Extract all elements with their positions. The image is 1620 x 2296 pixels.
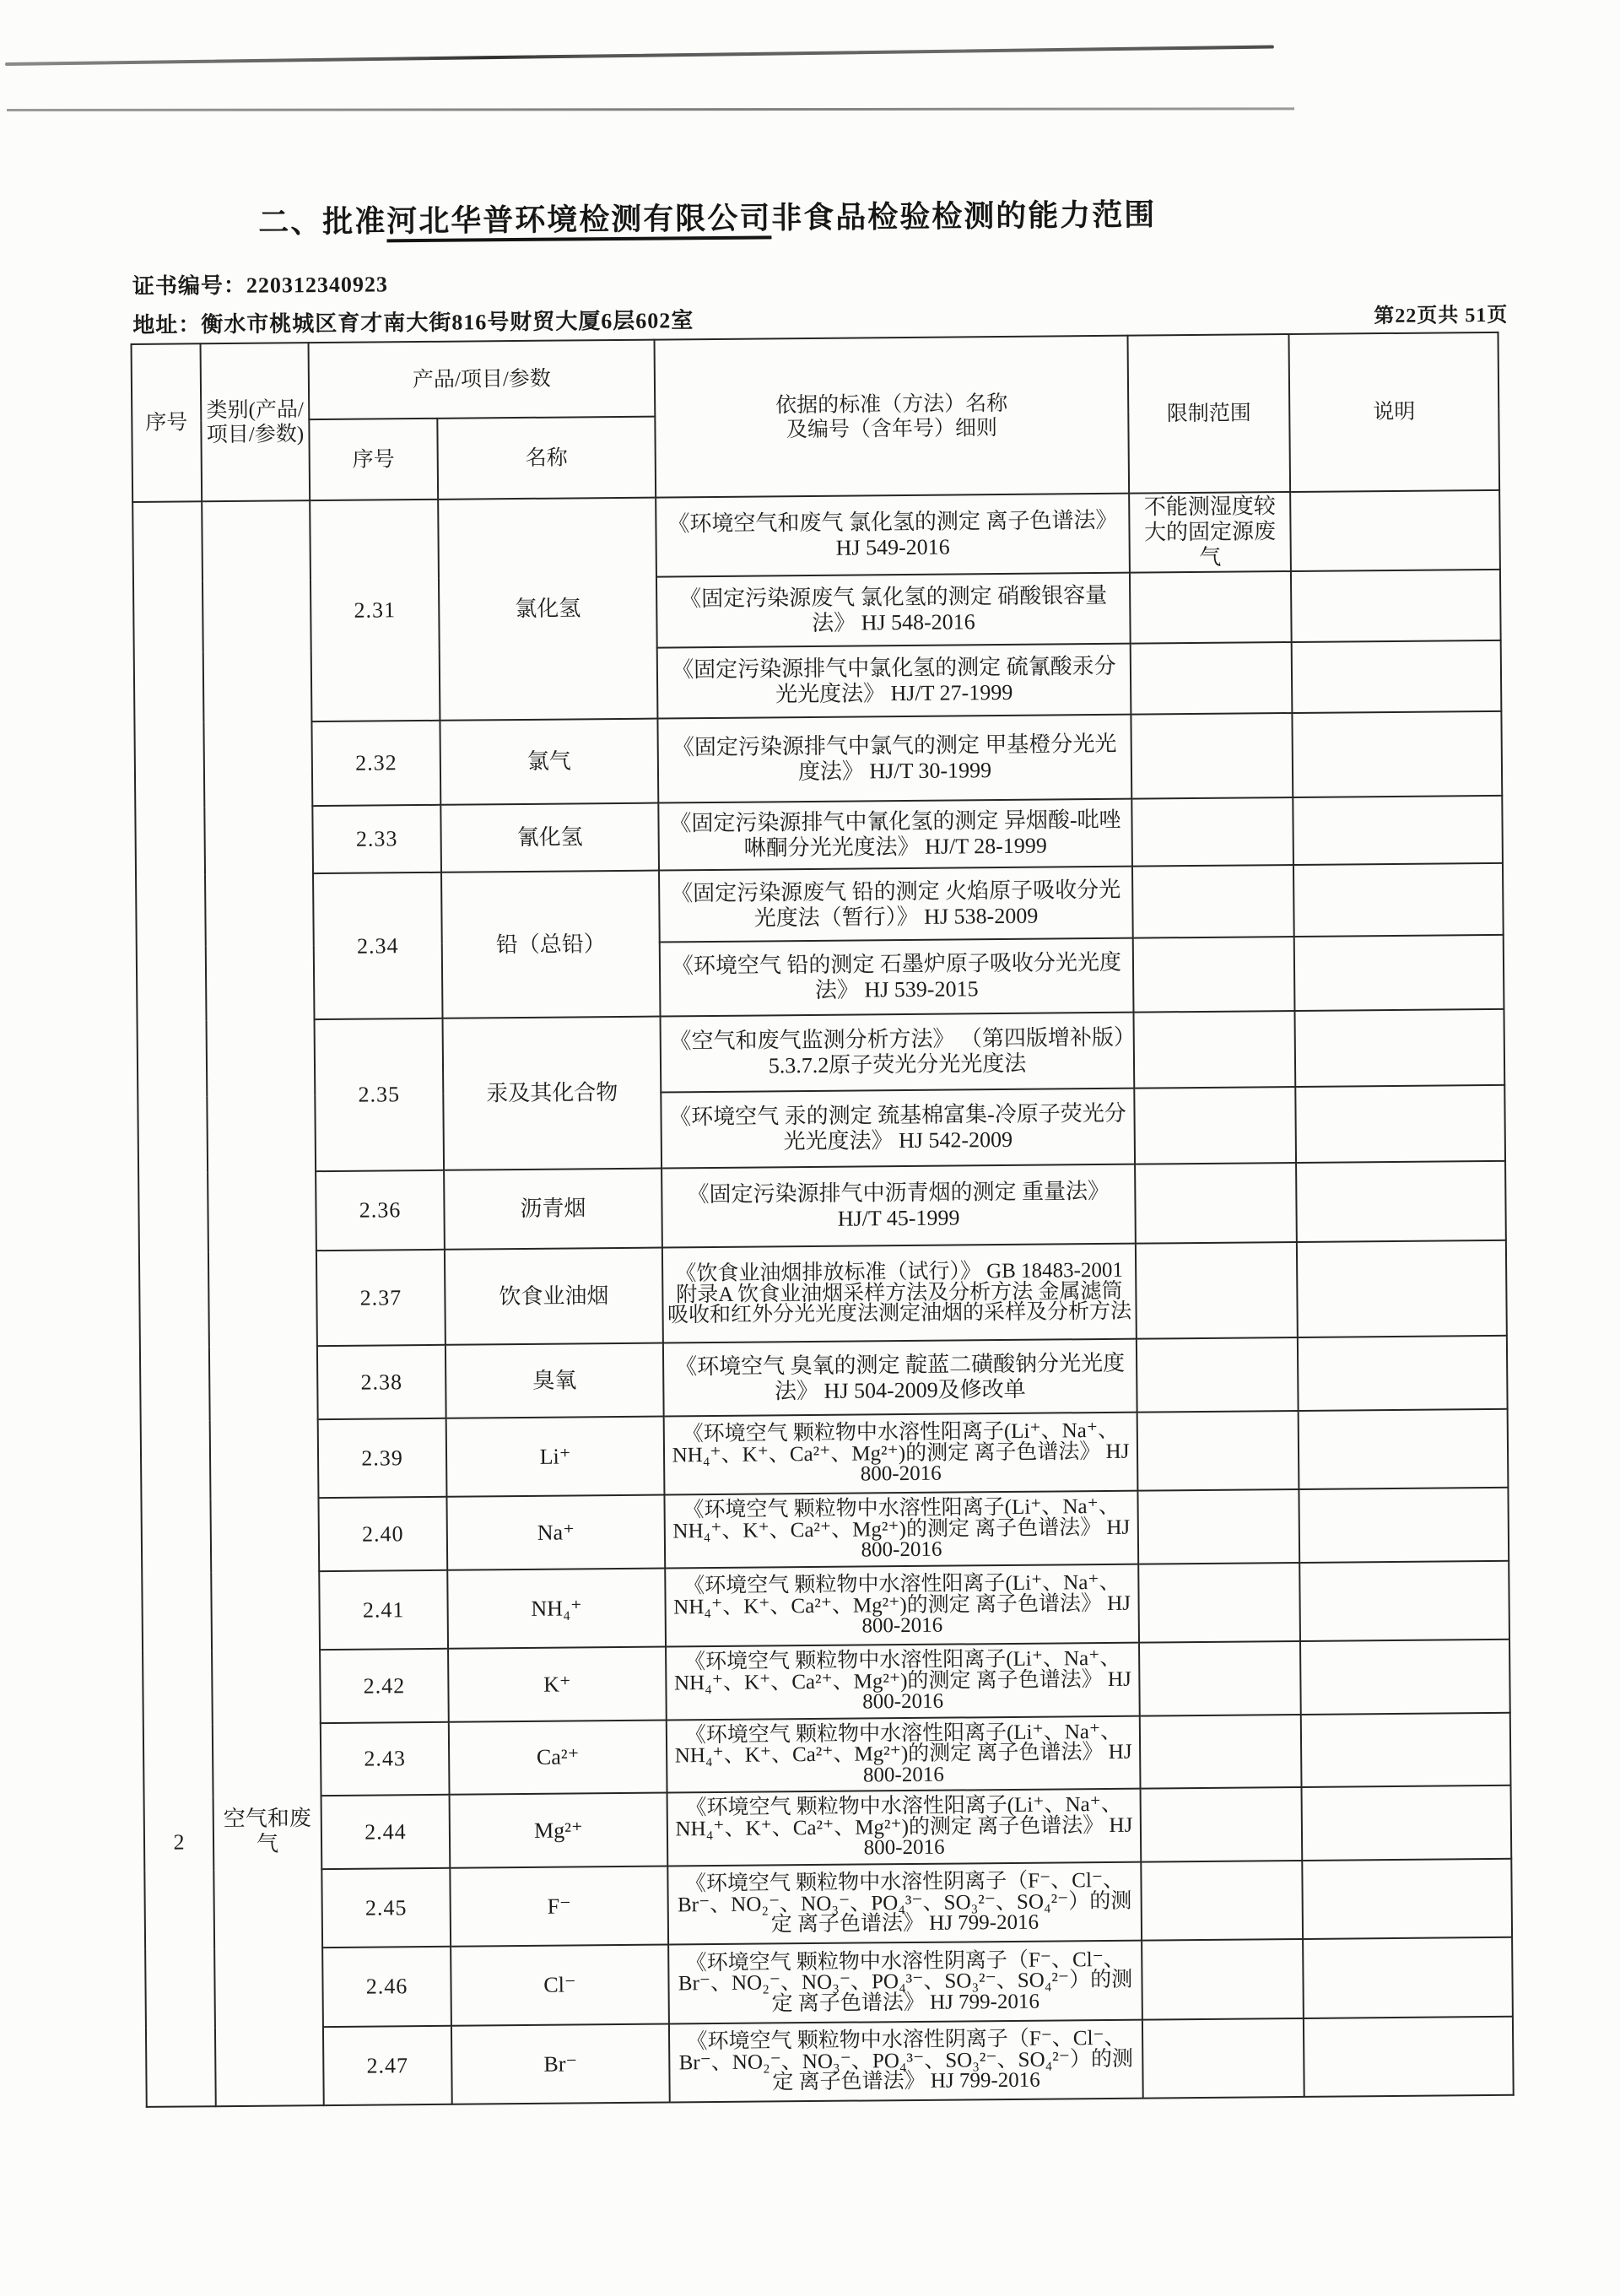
note-cell — [1291, 570, 1501, 642]
item-no: 2.32 — [311, 721, 440, 806]
item-name: 汞及其化合物 — [443, 1017, 662, 1170]
category-name: 空气和废气 — [223, 1806, 311, 1857]
restriction-cell — [1140, 1715, 1302, 1789]
restriction-cell — [1131, 797, 1293, 867]
table-row — [143, 1640, 1510, 1725]
restriction-cell — [1142, 2018, 1304, 2099]
item-name: 氯化氢 — [438, 498, 657, 721]
standard-cell: 《环境空气 颗粒物中水溶性阳离子(Li⁺、Na⁺、NH₄⁺、K⁺、Ca²⁺、Mg²⁺)的测定 离子色谱法》 HJ 800-2016 — [664, 1491, 1138, 1569]
item-name: F⁻ — [450, 1867, 668, 1947]
restriction-cell — [1134, 1087, 1296, 1164]
restriction-cell — [1130, 571, 1292, 644]
standard-cell: 《环境空气 汞的测定 巯基棉富集-冷原子荧光分光光度法》 HJ 542-2009 — [661, 1089, 1135, 1169]
item-no: 2.34 — [313, 872, 443, 1019]
title-prefix: 二、批准 — [258, 204, 387, 240]
note-cell — [1301, 1713, 1511, 1787]
restriction-cell — [1141, 1861, 1303, 1941]
standard-cell: 《环境空气 颗粒物中水溶性阳离子(Li⁺、Na⁺、NH₄⁺、K⁺、Ca²⁺、Mg²⁺)的测定 离子色谱法》 HJ 800-2016 — [667, 1789, 1142, 1867]
standard-cell: 《环境空气 铅的测定 石墨炉原子吸收分光光度法》 HJ 539-2015 — [660, 938, 1134, 1017]
standard-cell: 《固定污染源排气中氰化氢的测定 异烟酸-吡唑啉酮分光光度法》 HJ/T 28-1999 — [658, 799, 1132, 871]
item-name: Mg²⁺ — [450, 1793, 668, 1868]
restriction-cell — [1141, 1787, 1303, 1862]
item-no: 2.41 — [319, 1570, 448, 1650]
restriction-cell — [1142, 1939, 1304, 2020]
standard-cell: 《固定污染源废气 铅的测定 火焰原子吸收分光光度法（暂行）》 HJ 538-2009 — [659, 867, 1133, 943]
restriction-cell — [1133, 937, 1295, 1013]
item-no: 2.35 — [315, 1018, 445, 1171]
table-row — [139, 1240, 1507, 1348]
note-cell — [1299, 1488, 1509, 1563]
item-no: 2.47 — [323, 2026, 452, 2105]
restriction-cell — [1138, 1563, 1300, 1643]
restriction-cell — [1137, 1489, 1299, 1564]
table-row — [138, 1009, 1505, 1097]
item-no: 2.46 — [322, 1947, 451, 2027]
item-no: 2.33 — [312, 805, 441, 873]
table-row — [135, 796, 1503, 875]
header-sub-seq: 序号 — [309, 419, 438, 500]
item-no: 2.36 — [316, 1170, 445, 1251]
item-no: 2.37 — [316, 1250, 446, 1346]
title-suffix: 非食品检验检测的能力范围 — [771, 197, 1157, 235]
capability-table — [131, 332, 1515, 2109]
restriction-cell — [1137, 1411, 1299, 1491]
restriction-cell — [1133, 1011, 1295, 1089]
header-note: 说明 — [1288, 332, 1499, 492]
note-cell — [1293, 796, 1503, 865]
note-cell — [1294, 1009, 1504, 1087]
item-name: K⁺ — [448, 1647, 667, 1722]
restriction-cell — [1137, 1337, 1299, 1413]
page-title — [0, 189, 1420, 245]
table-row — [141, 1409, 1509, 1499]
item-no: 2.40 — [318, 1497, 447, 1571]
note-cell — [1298, 1336, 1508, 1411]
note-cell — [1292, 640, 1502, 713]
header-standard: 依据的标准（方法）名称 及编号（含年号）细则 — [655, 336, 1130, 498]
standard-cell: 《固定污染源废气 氯化氢的测定 硝酸银容量法》 HJ 548-2016 — [656, 573, 1131, 648]
table-row — [144, 1859, 1512, 1949]
note-cell — [1299, 1561, 1509, 1641]
note-cell — [1303, 1937, 1513, 2018]
item-no: 2.38 — [317, 1345, 446, 1419]
standard-cell: 《固定污染源排气中氯气的测定 甲基橙分光光度法》 HJ/T 30-1999 — [657, 715, 1131, 803]
header-product: 产品/项目/参数 — [309, 340, 656, 420]
item-no: 2.42 — [320, 1649, 449, 1723]
item-no: 2.45 — [321, 1868, 451, 1948]
standard-cell: 《环境空气和废气 氯化氢的测定 离子色谱法》 HJ 549-2016 — [656, 494, 1130, 577]
note-cell — [1292, 711, 1502, 797]
table-row — [134, 711, 1502, 808]
restriction-cell: 不能测湿度较大的固定源废气 — [1129, 492, 1291, 573]
page-number-info: 第22页共 51页 — [1374, 304, 1509, 328]
note-cell — [1300, 1640, 1510, 1715]
item-name: 臭氧 — [446, 1343, 664, 1418]
table-header-row-1 — [132, 332, 1499, 421]
category-seq: 2 — [173, 1829, 185, 1855]
standard-cell: 《环境空气 颗粒物中水溶性阴离子（F⁻、Cl⁻、Br⁻、NO₂⁻、NO₃⁻、PO₄³⁻、SO₃²⁻、SO₄²⁻）的测定 离子色谱法》 HJ 799-2016 — [669, 2020, 1143, 2103]
standard-cell: 《环境空气 臭氧的测定 靛蓝二磺酸钠分光光度法》 HJ 504-2009及修改单 — [663, 1339, 1137, 1417]
table-row — [141, 1488, 1509, 1573]
item-name: 饮食业油烟 — [445, 1248, 663, 1345]
note-cell — [1296, 1161, 1506, 1242]
restriction-cell — [1131, 642, 1293, 715]
standard-cell: 《饮食业油烟排放标准（试行）》 GB 18483-2001 附录A 饮食业油烟采样方法及分析方法 金属滤筒吸收和红外分光光度法测定油烟的采样及分析方法 — [662, 1244, 1137, 1343]
table-row — [142, 1561, 1509, 1651]
standard-cell: 《环境空气 颗粒物中水溶性阳离子(Li⁺、Na⁺、NH₄⁺、K⁺、Ca²⁺、Mg²⁺)的测定 离子色谱法》 HJ 800-2016 — [665, 1564, 1139, 1647]
restriction-cell — [1139, 1641, 1301, 1716]
item-no: 2.31 — [310, 500, 440, 722]
standard-cell: 《固定污染源排气中氯化氢的测定 硫氰酸汞分光光度法》 HJ/T 27-1999 — [657, 644, 1131, 719]
restriction-cell — [1131, 713, 1293, 799]
category-name-cell — [202, 500, 324, 2107]
table-row — [143, 1713, 1511, 1797]
restriction-cell — [1136, 1242, 1298, 1339]
item-name: 氯气 — [440, 719, 658, 805]
table-row — [132, 490, 1500, 582]
item-name: 沥青烟 — [444, 1169, 662, 1250]
table-row — [145, 1937, 1513, 2029]
standard-cell: 《环境空气 颗粒物中水溶性阴离子（F⁻、Cl⁻、Br⁻、NO₂⁻、NO₃⁻、PO₄³⁻、SO₃²⁻、SO₄²⁻）的测定 离子色谱法》 HJ 799-2016 — [668, 1941, 1142, 2024]
note-cell — [1297, 1240, 1507, 1337]
standard-cell: 《空气和废气监测分析方法》 （第四版增补版）5.3.7.2原子荧光分光光度法 — [661, 1013, 1135, 1093]
header-sub-name: 名称 — [437, 417, 656, 500]
item-no: 2.44 — [321, 1795, 451, 1869]
item-name: Li⁺ — [446, 1417, 665, 1497]
standard-cell: 《环境空气 颗粒物中水溶性阴离子（F⁻、Cl⁻、Br⁻、NO₂⁻、NO₃⁻、PO₄³⁻、SO₃²⁻、SO₄²⁻）的测定 离子色谱法》 HJ 799-2016 — [667, 1862, 1142, 1945]
note-cell — [1294, 935, 1504, 1011]
standard-cell: 《环境空气 颗粒物中水溶性阳离子(Li⁺、Na⁺、NH₄⁺、K⁺、Ca²⁺、Mg²⁺)的测定 离子色谱法》 HJ 800-2016 — [666, 1643, 1140, 1721]
standard-cell: 《固定污染源排气中沥青烟的测定 重量法》 HJ/T 45-1999 — [662, 1164, 1136, 1248]
title-company-underlined: 河北华普环境检测有限公司 — [386, 201, 771, 242]
note-cell — [1302, 1785, 1512, 1861]
item-name: 铅（总铅） — [441, 871, 660, 1018]
item-no: 2.39 — [318, 1418, 447, 1498]
restriction-cell — [1135, 1163, 1297, 1244]
header-seq: 序号 — [132, 343, 202, 502]
standard-cell: 《环境空气 颗粒物中水溶性阳离子(Li⁺、Na⁺、NH₄⁺、K⁺、Ca²⁺、Mg²⁺)的测定 离子色谱法》 HJ 800-2016 — [664, 1413, 1138, 1495]
item-name: Ca²⁺ — [449, 1721, 667, 1795]
table-row — [144, 1785, 1512, 1871]
header-category: 类别(产品/项目/参数) — [201, 343, 310, 501]
address-line: 地址：衡水市桃城区育才南大街816号财贸大厦6层602室 — [132, 308, 694, 338]
note-cell — [1299, 1409, 1509, 1489]
standard-cell: 《环境空气 颗粒物中水溶性阳离子(Li⁺、Na⁺、NH₄⁺、K⁺、Ca²⁺、Mg²⁺)的测定 离子色谱法》 HJ 800-2016 — [667, 1716, 1141, 1793]
note-cell — [1304, 2017, 1514, 2097]
note-cell — [1295, 1085, 1505, 1163]
item-name: 氰化氢 — [440, 803, 659, 872]
item-name: NH₄⁺ — [447, 1569, 666, 1649]
restriction-cell — [1132, 865, 1294, 938]
note-cell — [1302, 1859, 1512, 1939]
table-row — [138, 1161, 1506, 1252]
table-row — [136, 863, 1504, 947]
table-row — [146, 2017, 1514, 2107]
item-name: Na⁺ — [446, 1495, 665, 1570]
item-name: Cl⁻ — [451, 1945, 669, 2026]
note-cell — [1293, 863, 1504, 937]
certificate-number-line: 证书编号：220312340923 — [132, 272, 389, 299]
item-name: Br⁻ — [451, 2024, 670, 2104]
header-restriction: 限制范围 — [1127, 334, 1290, 494]
item-no: 2.43 — [321, 1722, 450, 1796]
table-row — [140, 1336, 1508, 1421]
note-cell — [1290, 490, 1500, 572]
